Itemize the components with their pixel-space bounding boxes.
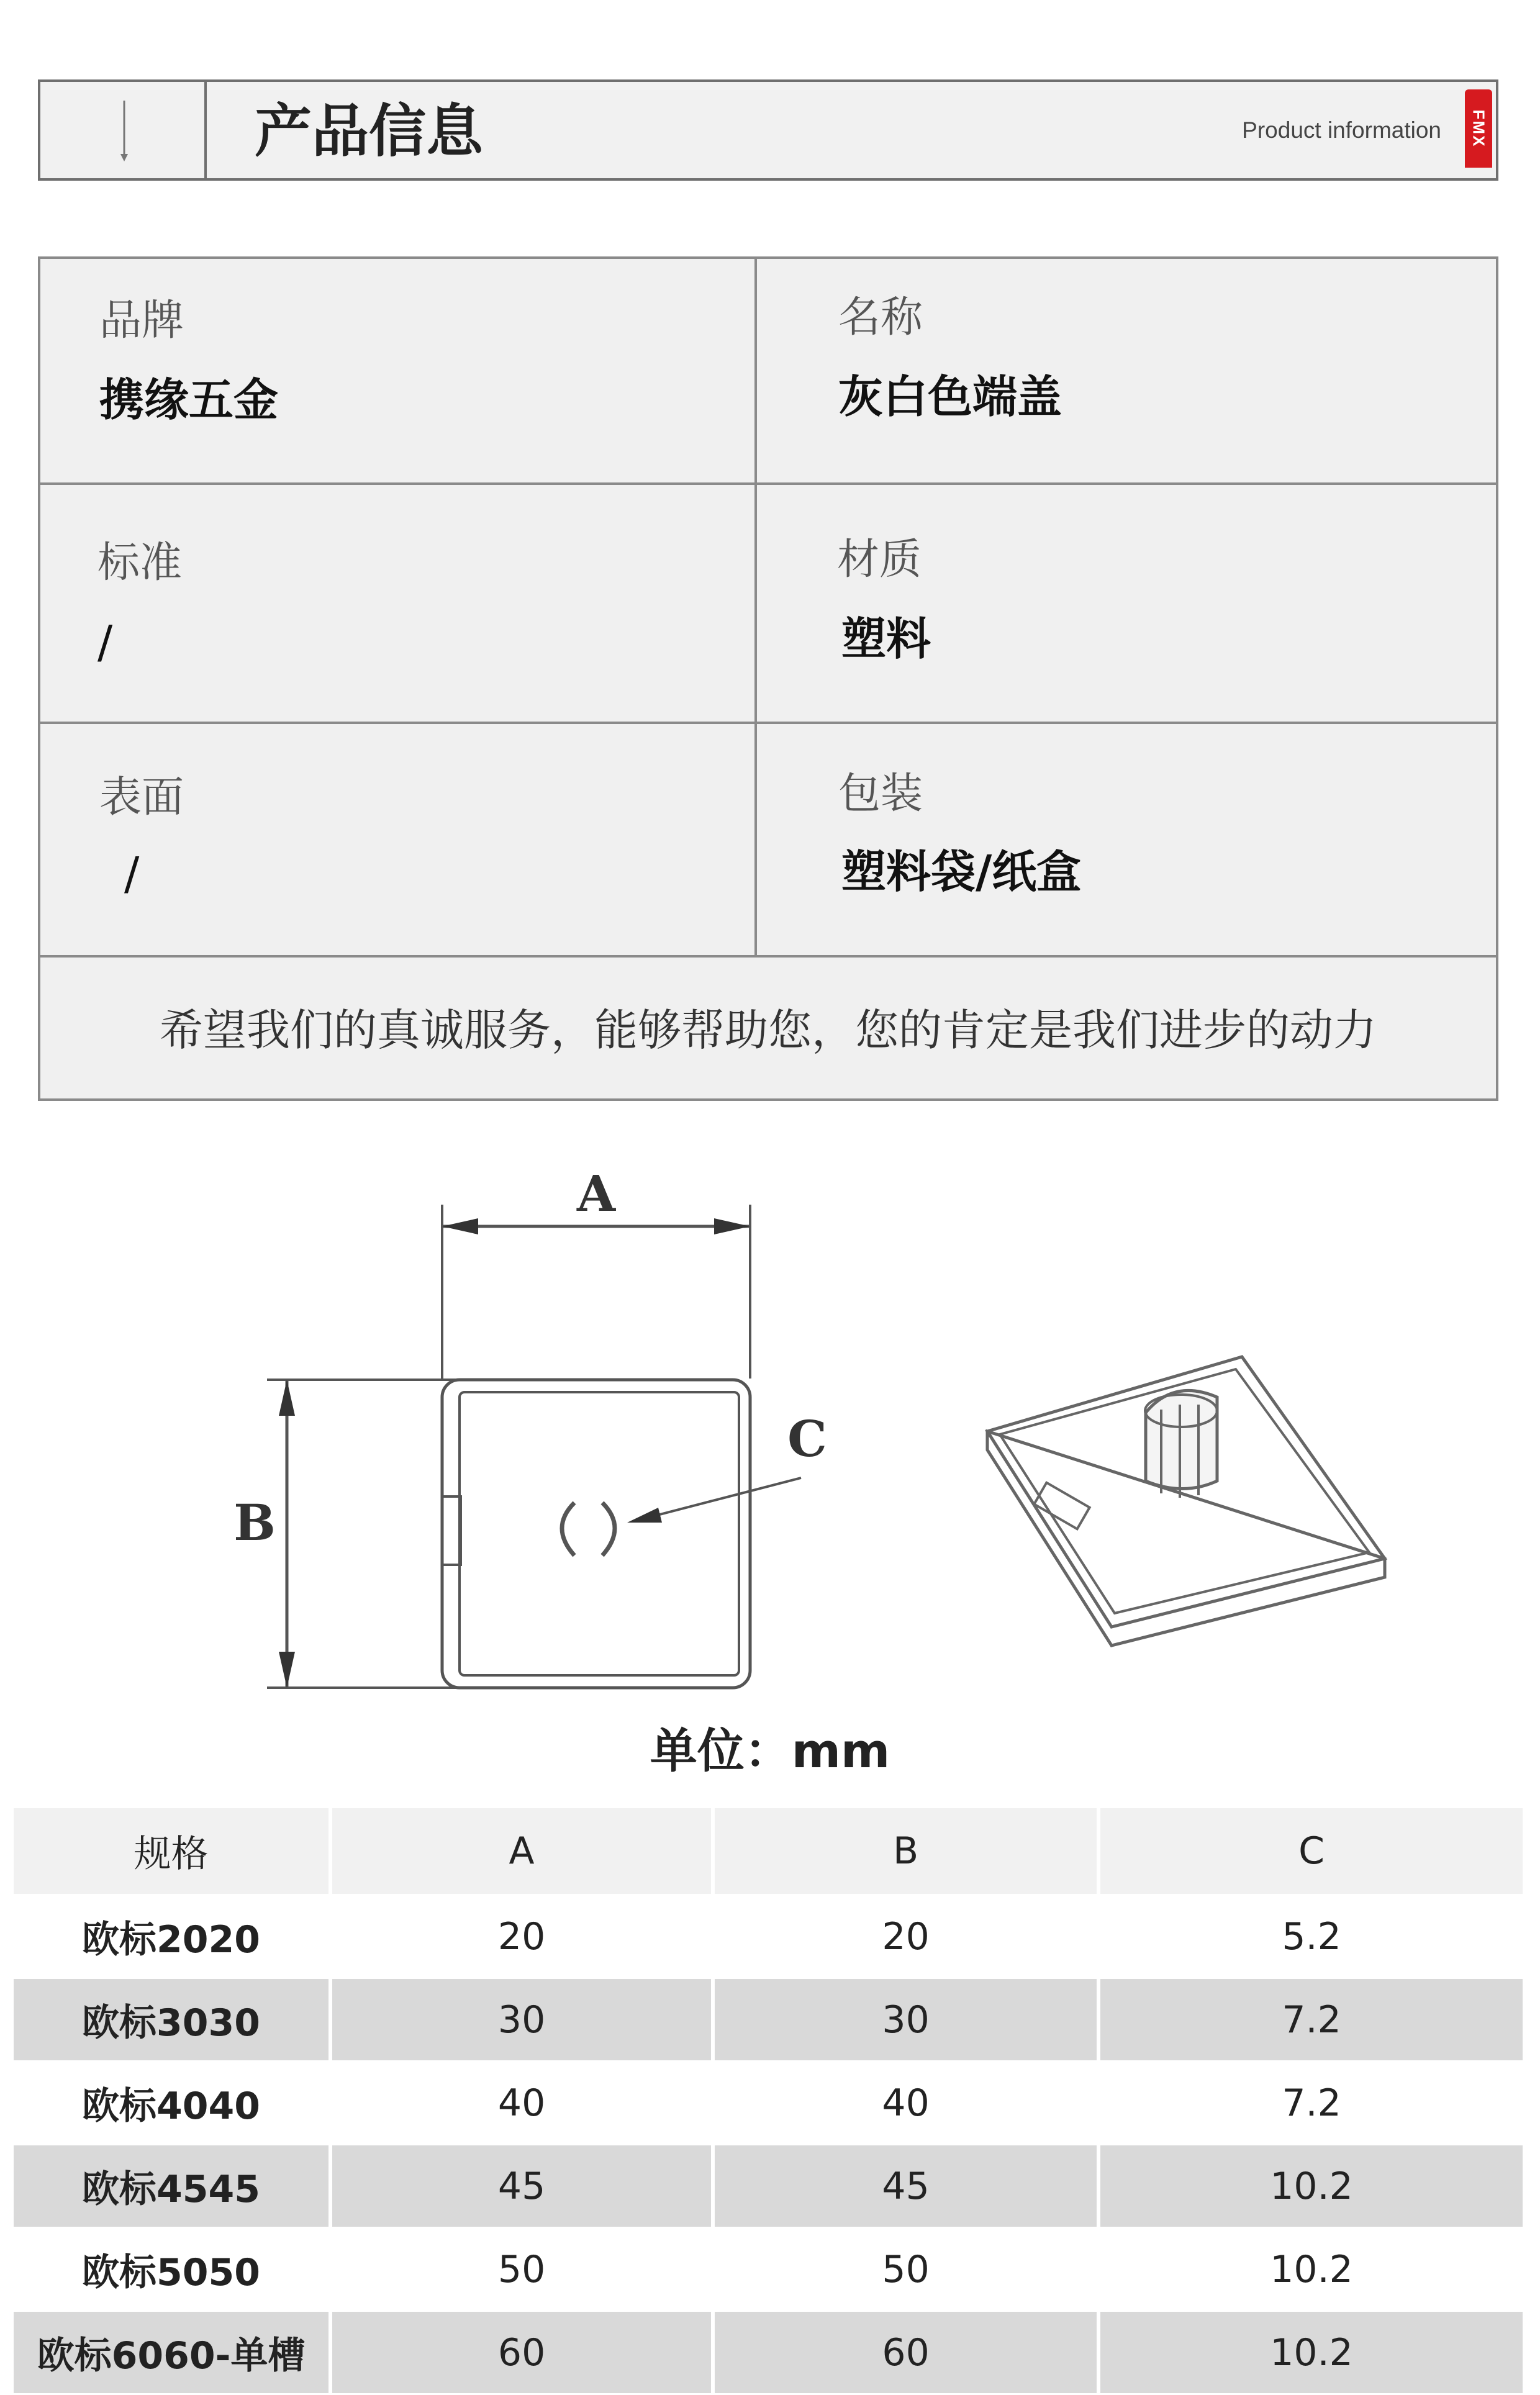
column-header-b: B [715,1808,1100,1896]
brand-value: 携缘五金 [99,374,279,426]
spec-table [14,1808,1523,2395]
service-slogan: 希望我们的真诚服务，能够帮助您，您的肯定是我们进步的动力 [160,1005,1377,1056]
dimension-a-cell: 45 [332,2145,715,2229]
dimension-a-cell: 50 [332,2229,715,2312]
dimension-c-cell: 10.2 [1100,2229,1523,2312]
dimension-c-cell: 10.2 [1100,2145,1523,2229]
dimension-a-cell: 30 [332,1979,715,2062]
table-row [14,2145,1523,2229]
column-header-spec: 规格 [14,1808,332,1896]
dimension-label-b: B [233,1493,276,1552]
dimension-c-cell: 7.2 [1100,2062,1523,2145]
grid-divider [754,259,757,958]
front-view-drawing [267,1205,801,1688]
material-value: 塑料 [841,613,931,665]
material-label: 材质 [837,535,922,584]
packaging-label: 包装 [838,769,923,818]
dimension-a-cell: 40 [332,2062,715,2145]
dimension-label-c: C [787,1410,827,1468]
section-header [38,79,1498,181]
brand-logo-text: FMX [1469,109,1488,148]
unit-note: 单位：mm [650,1723,890,1778]
dimension-label-a: A [576,1164,616,1223]
page-title: 产品信息 [255,98,484,165]
grid-divider [40,722,1496,724]
standard-label: 标准 [97,538,183,587]
dimension-diagram [0,1118,1540,1714]
packaging-value: 塑料袋/纸盒 [841,846,1082,898]
dimension-b-cell: 30 [715,1979,1100,2062]
spec-cell: 欧标5050 [14,2229,332,2312]
dimension-c-cell: 5.2 [1100,1896,1523,1979]
table-header-row [14,1808,1523,1896]
end-cap-3d-view [987,1357,1385,1646]
column-header-c: C [1100,1808,1523,1896]
surface-label: 表面 [99,773,184,822]
dimension-b-cell: 20 [715,1896,1100,1979]
down-arrow-icon [120,101,129,163]
dimension-b-cell: 45 [715,2145,1100,2229]
dimension-b-cell: 40 [715,2062,1100,2145]
name-label: 名称 [838,293,923,342]
product-info-panel [38,256,1498,1101]
table-row [14,1896,1523,1979]
table-row [14,1979,1523,2062]
grid-divider [40,482,1496,485]
column-header-a: A [332,1808,715,1896]
dimension-b-cell: 50 [715,2229,1100,2312]
dimension-c-cell: 10.2 [1100,2312,1523,2395]
spec-cell: 欧标2020 [14,1896,332,1979]
dimension-a-cell: 20 [332,1896,715,1979]
standard-value: / [97,616,113,668]
dimension-b-cell: 60 [715,2312,1100,2395]
table-row [14,2229,1523,2312]
table-row [14,2062,1523,2145]
header-icon-box [40,82,207,178]
spec-cell: 欧标4545 [14,2145,332,2229]
surface-value: / [124,848,140,900]
brand-label: 品牌 [99,296,184,345]
spec-cell: 欧标4040 [14,2062,332,2145]
spec-cell: 欧标6060-单槽 [14,2312,332,2395]
table-row [14,2312,1523,2395]
brand-logo [1465,89,1492,168]
dimension-a-cell: 60 [332,2312,715,2395]
dimension-c-cell: 7.2 [1100,1979,1523,2062]
spec-cell: 欧标3030 [14,1979,332,2062]
page-subtitle: Product information [1242,117,1441,143]
name-value: 灰白色端盖 [838,371,1062,423]
